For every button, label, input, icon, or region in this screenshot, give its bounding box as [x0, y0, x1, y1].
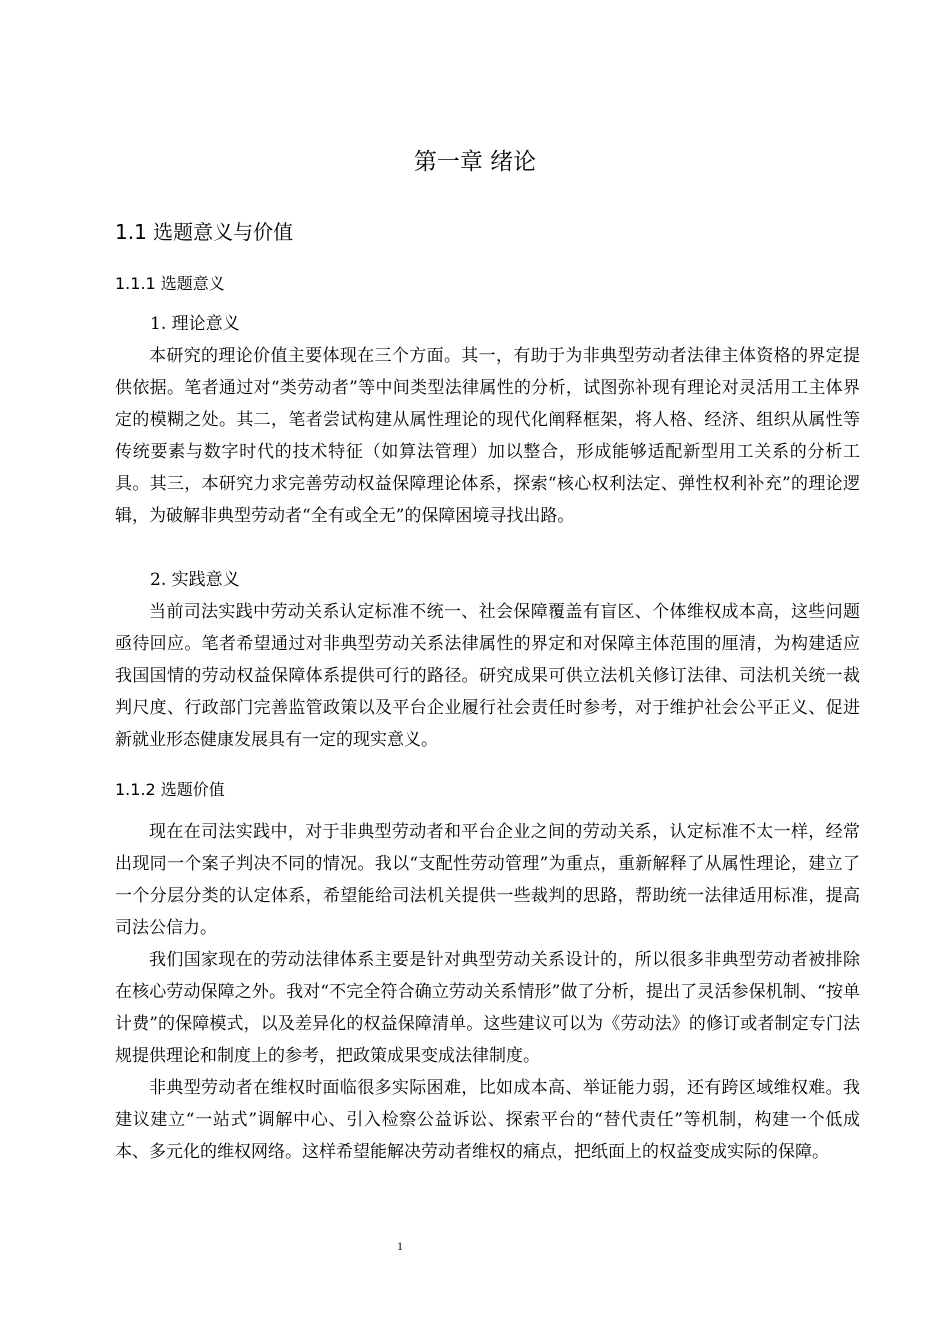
paragraph-theoretical	[115, 340, 860, 532]
paragraph-value-1: 现在在司法实践中，对于非典型劳动者和平台企业之间的劳动关系，认定标准不太一样，经常出现同一个案子判决不同的情况。我以“支配性劳动管理”为重点，重新解释了从属性理论，建立了一个分层分类的认定体系，希望能给司法机关提供一些裁判的思路，帮助统一法律适用标准，提高司法公信力。	[115, 822, 860, 938]
paragraph-value-2: 我们国家现在的劳动法律体系主要是针对典型劳动关系设计的，所以很多非典型劳动者被排除在核心劳动保障之外。我对“不完全符合确立劳动关系情形”做了分析，提出了灵活参保机制、“按单计费”的保障模式，以及差异化的权益保障清单。这些建议可以为《劳动法》的修订或者制定专门法规提供理论和制度上的参考，把政策成果变成法律制度。	[115, 950, 860, 1066]
paragraph-value-group	[115, 816, 860, 1168]
list-item-practical-significance: 2. 实践意义	[150, 570, 240, 590]
page-number: 1	[397, 1239, 403, 1253]
section-heading: 1.1 选题意义与价值	[115, 220, 294, 244]
subsection-heading-significance: 1.1.1 选题意义	[115, 274, 225, 293]
subsection-heading-value: 1.1.2 选题价值	[115, 780, 225, 799]
chapter-title: 第一章 绪论	[413, 149, 537, 175]
paragraph-text: 本研究的理论价值主要体现在三个方面。其一，有助于为非典型劳动者法律主体资格的界定提供依据。笔者通过对“类劳动者”等中间类型法律属性的分析，试图弥补现有理论对灵活用工主体界定的模糊之处。其二，笔者尝试构建从属性理论的现代化阐释框架，将人格、经济、组织从属性等传统要素与数字时代的技术特征（如算法管理）加以整合，形成能够适配新型用工关系的分析工具。其三，本研究力求完善劳动权益保障理论体系，探索“核心权利法定、弹性权利补充”的理论逻辑，为破解非典型劳动者“全有或全无”的保障困境寻找出路。	[115, 346, 860, 526]
list-item-theoretical-significance: 1. 理论意义	[150, 314, 240, 334]
paragraph-value-3: 非典型劳动者在维权时面临很多实际困难，比如成本高、举证能力弱，还有跨区域维权难。我建议建立“一站式”调解中心、引入检察公益诉讼、探索平台的“替代责任”等机制，构建一个低成本、多元化的维权网络。这样希望能解决劳动者维权的痛点，把纸面上的权益变成实际的保障。	[115, 1078, 860, 1162]
paragraph-practical	[115, 596, 860, 756]
paragraph-text: 当前司法实践中劳动关系认定标准不统一、社会保障覆盖有盲区、个体维权成本高，这些问题亟待回应。笔者希望通过对非典型劳动关系法律属性的界定和对保障主体范围的厘清，为构建适应我国国情的劳动权益保障体系提供可行的路径。研究成果可供立法机关修订法律、司法机关统一裁判尺度、行政部门完善监管政策以及平台企业履行社会责任时参考，对于维护社会公平正义、促进新就业形态健康发展具有一定的现实意义。	[115, 602, 860, 750]
